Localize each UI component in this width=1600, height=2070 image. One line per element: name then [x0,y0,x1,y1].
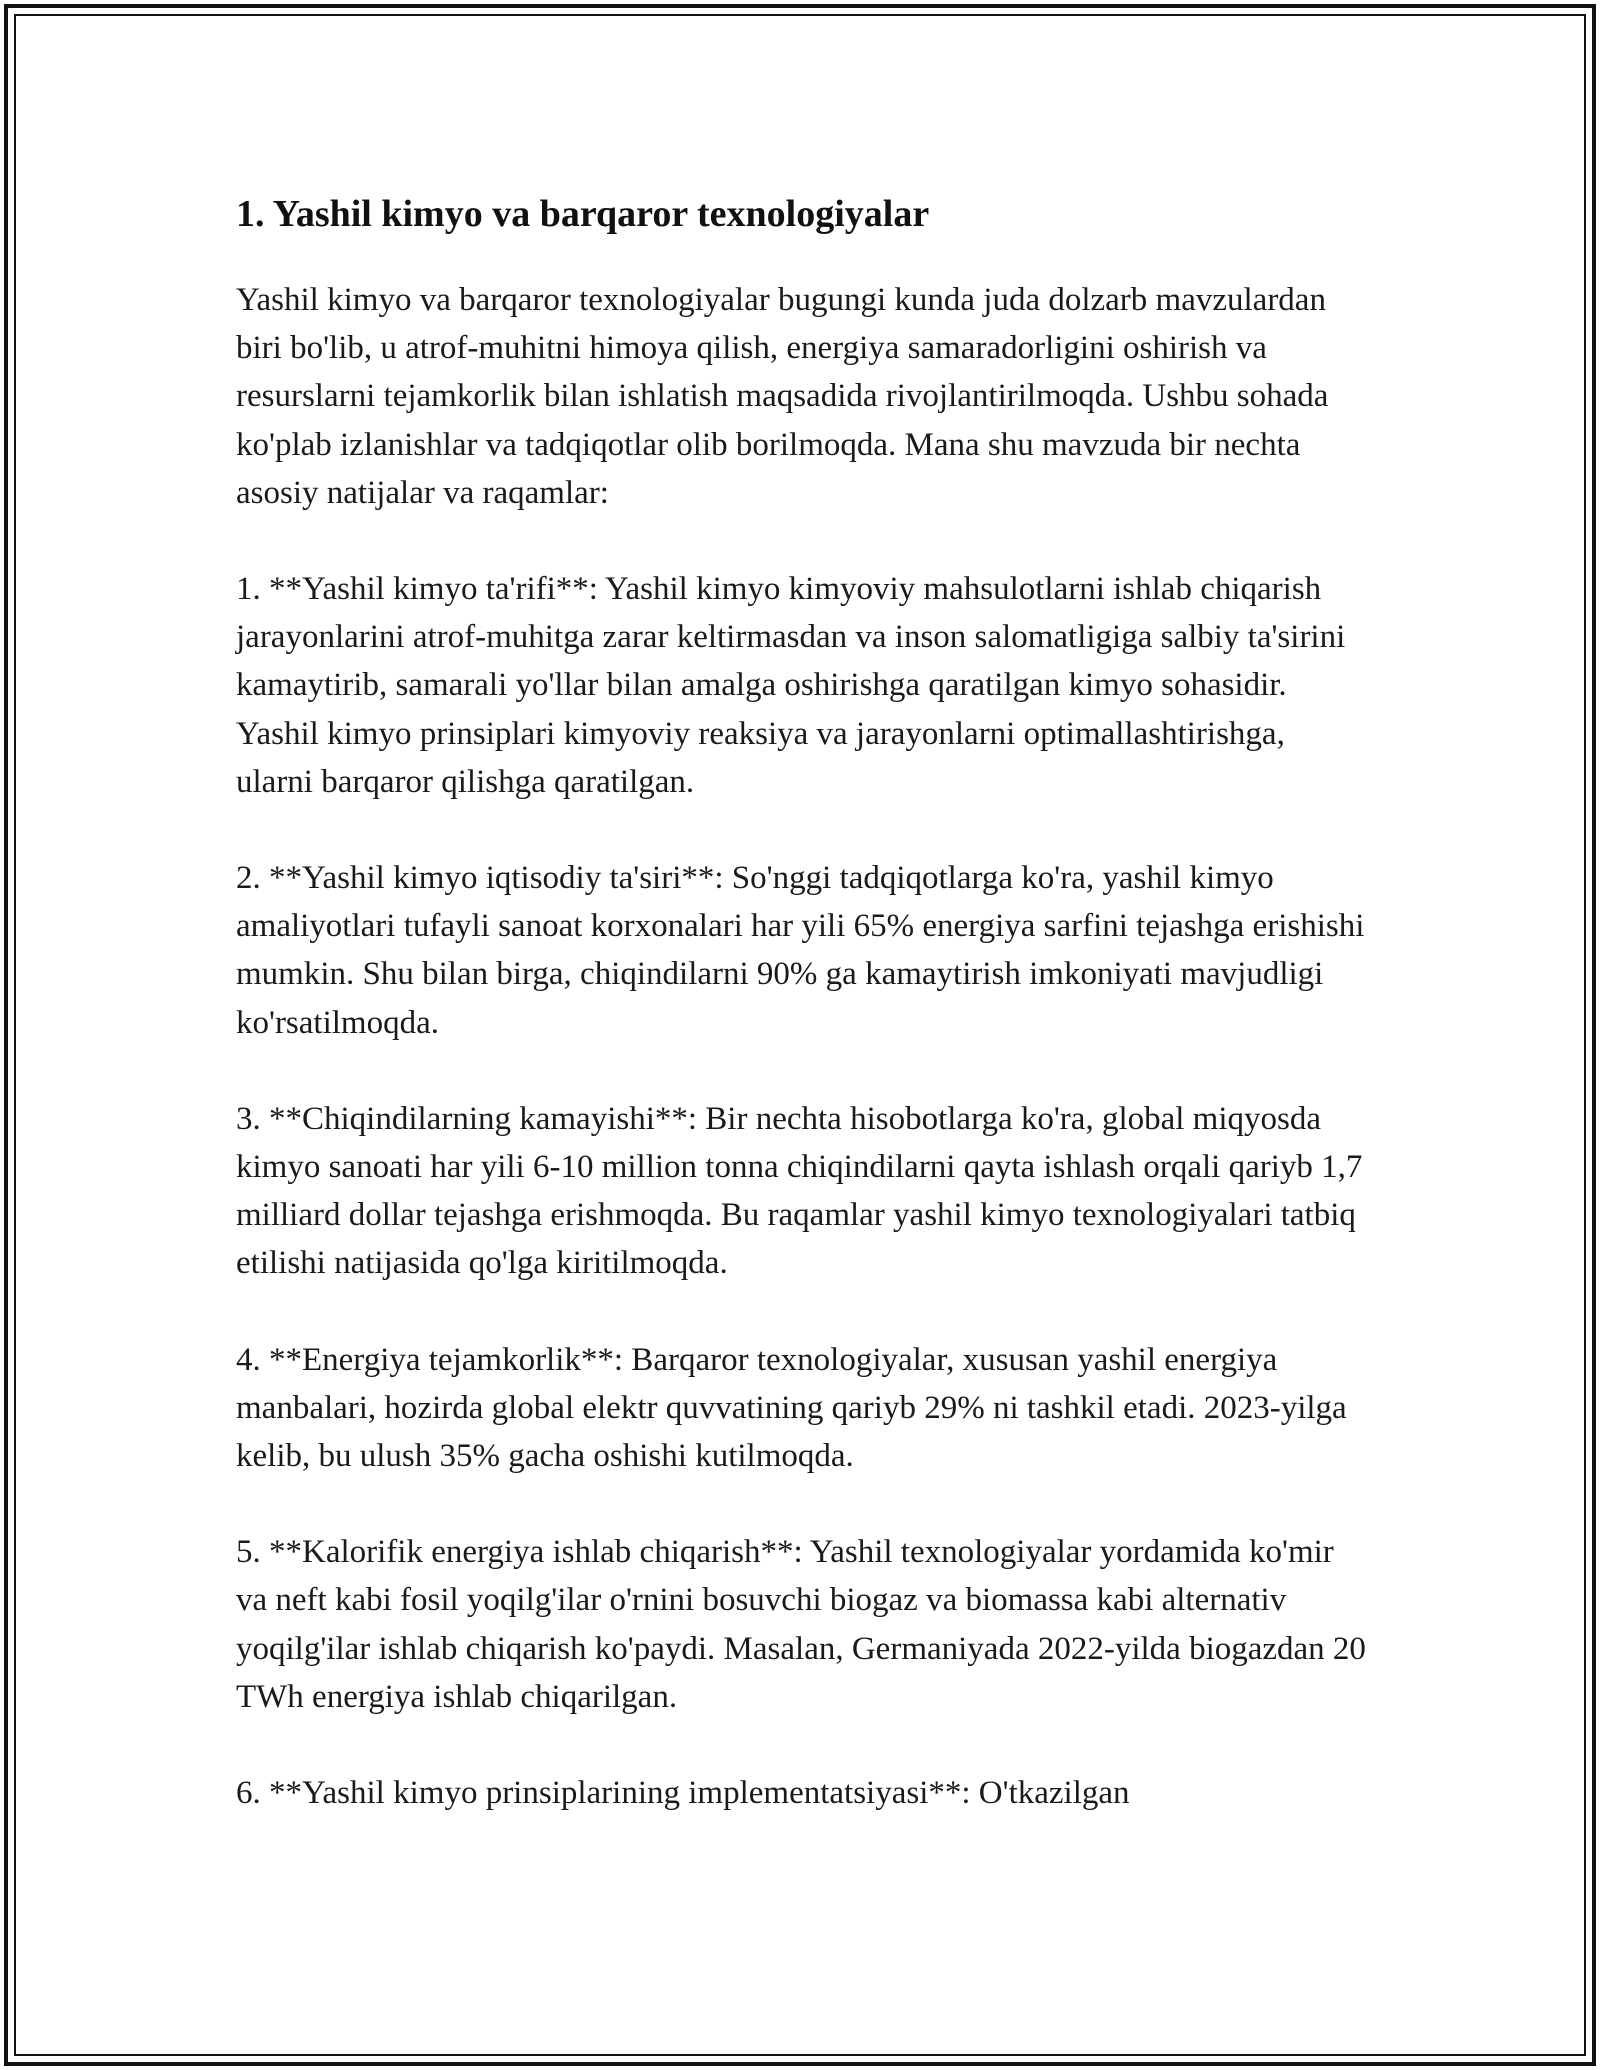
list-item-energy-saving: 4. **Energiya tejamkorlik**: Barqaror texnologiyalar, xususan yashil energiya manbalari, hozirda global elektr quvvatining qariyb 29% ni tashkil etadi. 2023-yilga kelib, bu ulush 35% gacha oshishi kutilmoqda. [236,1341,1347,1475]
list-item-principles-implementation: 6. **Yashil kimyo prinsiplarining implementatsiyasi**: O'tkazilgan [236,1775,1130,1812]
list-item-calorific-energy: 5. **Kalorifik energiya ishlab chiqarish**: Yashil texnologiyalar yordamida ko'mir va neft kabi fosil yoqilg'ilar o'rnini bosuvchi biogaz va biomassa kabi alternativ yoqilg'ilar ishlab chiqarish ko'paydi. Masalan, Germaniyada 2022-yilda biogazdan 20 TWh energiya ishlab chiqarilgan. [236,1534,1366,1715]
list-item-definition: 1. **Yashil kimyo ta'rifi**: Yashil kimyo kimyoviy mahsulotlarni ishlab chiqarish jarayonlarini atrof-muhitga zarar keltirmasdan va inson salomatligiga salbiy ta'sirini kamaytirib, samarali yo'llar bilan amalga oshirishga qaratilgan kimyo sohasidir. Yashil kimyo prinsiplari kimyoviy reaksiya va jarayonlarni optimallashtirishga, ularni barqaror qilishga qaratilgan. [236,571,1346,800]
section-title: 1. Yashil kimyo va barqaror texnologiyalar [236,193,930,235]
intro-paragraph: Yashil kimyo va barqaror texnologiyalar bugungi kunda juda dolzarb mavzulardan biri bo'lib, u atrof-muhitni himoya qilish, energiya samaradorligini oshirish va resurslarni tejamkorlik bilan ishlatish maqsadida rivojlantirilmoqda. Ushbu sohada ko'plab izlanishlar va tadqiqotlar olib borilmoqda. Mana shu mavzuda bir nechta asosiy natijalar va raqamlar: [236,282,1329,511]
document-body [236,182,1366,1865]
list-item-waste-reduction: 3. **Chiqindilarning kamayishi**: Bir nechta hisobotlarga ko'ra, global miqyosda kimyo sanoati har yili 6-10 million tonna chiqindilarni qayta ishlash orqali qariyb 1,7 milliard dollar tejashga erishmoqda. Bu raqamlar yashil kimyo texnologiyalari tatbiq etilishi natijasida qo'lga kiritilmoqda. [236,1100,1363,1282]
list-item-economic-impact: 2. **Yashil kimyo iqtisodiy ta'siri**: So'nggi tadqiqotlarga ko'ra, yashil kimyo amaliyotlari tufayli sanoat korxonalari har yili 65% energiya sarfini tejashga erishishi mumkin. Shu bilan birga, chiqindilarni 90% ga kamaytirish imkoniyati mavjudligi ko'rsatilmoqda. [236,860,1365,1041]
